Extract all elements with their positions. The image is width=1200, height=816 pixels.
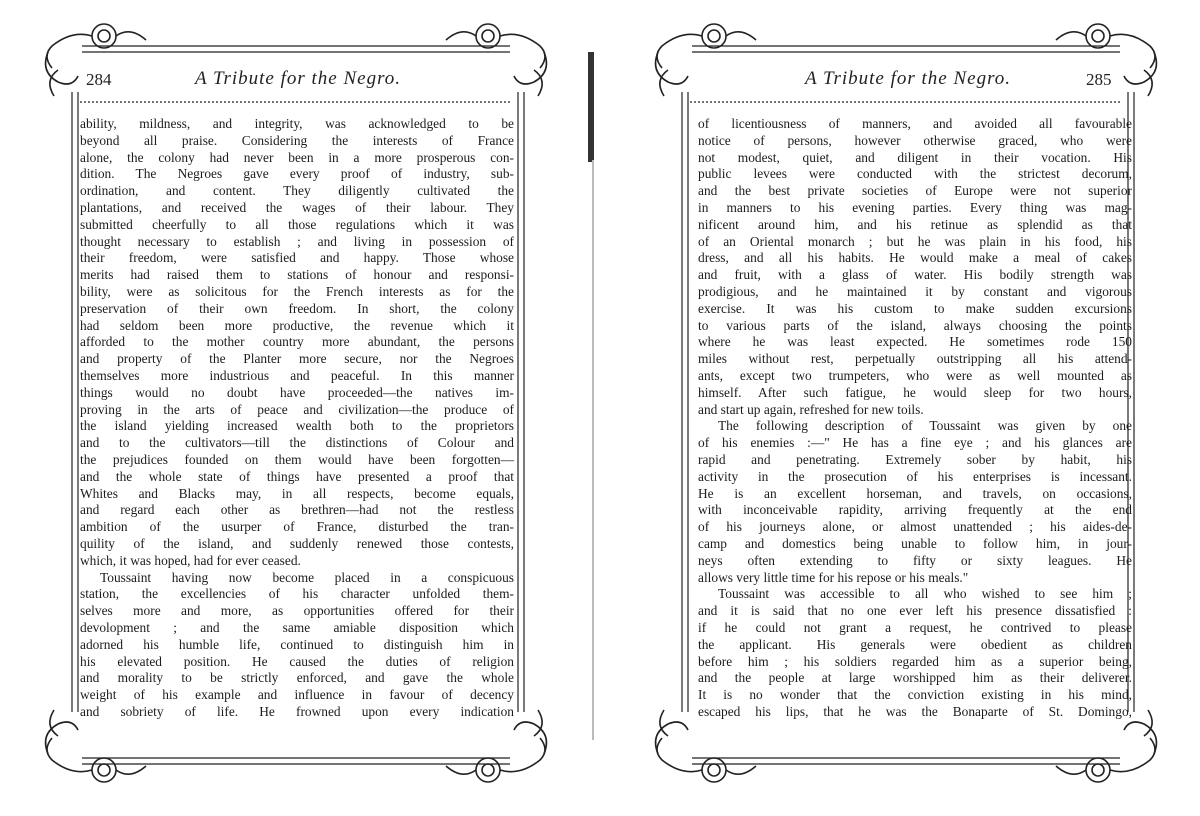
page-number: 285 (1086, 70, 1112, 89)
text-line: not modest, quiet, and diligent in their vocation. His (698, 149, 1132, 165)
text-line: ambition of the usurper of France, disturbed the tran- (80, 519, 514, 535)
gutter-shadow (592, 160, 594, 740)
text-line: and the whole state of things have presented a proof that (80, 468, 514, 484)
text-line: the prejudices founded on them would have been forgotten— (80, 451, 514, 467)
text-line: escaped his lips, that he was the Bonaparte of St. Domingo, (698, 703, 1132, 719)
text-line: where he was least expected. He sometimes rode 150 (698, 334, 1132, 350)
text-line: weight of his example and influence in favour of decency (80, 687, 514, 703)
text-line: The following description of Toussaint was given by one (718, 418, 1132, 434)
text-line: of an Oriental monarch ; but he was plain in his food, his (698, 233, 1132, 249)
text-line: Toussaint was accessible to all who wished to see him ; (718, 586, 1132, 602)
text-line: station, the excellencies of his character unfolded them- (80, 586, 514, 602)
text-line: public levees were conducted with the strictest decorum, (698, 166, 1132, 182)
text-line: in manners to his evening parties. Every thing was mag- (698, 199, 1132, 215)
right-page (628, 0, 1188, 816)
text-line: and fruit, with a glass of water. His bodily strength was (698, 267, 1132, 283)
text-line: of licentiousness of manners, and avoided all favourable (698, 116, 1132, 131)
text-line: ants, except two trumpeters, who were as well mounted as (698, 367, 1132, 383)
text-line: ordination, and content. They diligently cultivated the (80, 183, 514, 199)
gutter-mark (588, 52, 594, 162)
text-line: his elevated position. He caused the duties of religion (80, 653, 514, 669)
text-line: miles without rest, perpetually outstripping all his attend- (698, 351, 1132, 367)
text-line: selves more and more, as opportunities offered for their (80, 603, 514, 619)
body-text (80, 116, 514, 721)
text-line: to various parts of the island, always choosing the points (698, 317, 1132, 333)
text-line: Whites and Blacks may, in all respects, become equals, (80, 485, 514, 501)
text-line: and the people at large worshipped him as their deliverer. (698, 670, 1132, 686)
text-line: and to the cultivators—till the distinctions of Colour and (80, 435, 514, 451)
text-line: of his enemies :—" He has a fine eye ; and his glances are (698, 435, 1132, 451)
text-line: and regard each other as brethren—had not the restless (80, 502, 514, 518)
text-line: the island yielding increased wealth both to the proprietors (80, 418, 514, 434)
left-page (18, 0, 578, 816)
text-line: and morality to be strictly enforced, and gave the whole (80, 670, 514, 686)
text-line: ability, mildness, and integrity, was acknowledged to be (80, 116, 514, 131)
text-line: devolopment ; and the same amiable disposition which (80, 619, 514, 635)
text-line: neys often extending to fifty or sixty leagues. He (698, 552, 1132, 568)
text-line: It is no wonder that the conviction existing in his mind, (698, 687, 1132, 703)
text-line: thought necessary to establish ; and living in possession of (80, 233, 514, 249)
text-line: bility, were as solicitous for the French interests as for the (80, 283, 514, 299)
text-line: adorned his humble life, continued to distinguish him in (80, 636, 514, 652)
text-line: before him ; his soldiers regarded him as a superior being, (698, 653, 1132, 669)
text-line: the applicant. His generals were obedient as children (698, 636, 1132, 652)
text-line: dition. The Negroes gave every proof of industry, sub- (80, 166, 514, 182)
page-number: 284 (86, 70, 112, 89)
text-line: Toussaint having now become placed in a conspicuous (100, 569, 514, 585)
text-line: activity in the prosecution of his enterprises is incessant. (698, 468, 1132, 484)
running-head: A Tribute for the Negro. (804, 68, 1012, 89)
text-line: rapid and penetrating. Extremely sober by habit, his (698, 451, 1132, 467)
text-line: proving in the arts of peace and civilization—the produce of (80, 401, 514, 417)
text-line: of his journeys alone, or almost unattended ; his aides-de- (698, 519, 1132, 535)
text-line: preservation of their own freedom. In short, the colony (80, 300, 514, 316)
text-line: had seldom been more productive, the revenue which it (80, 317, 514, 333)
text-line: alone, the colony had never been in a more prosperous con- (80, 149, 514, 165)
text-line: himself. After such fatigue, he would sleep for two hours, (698, 384, 1132, 400)
text-line: and the best private societies of Europe were not superior (698, 183, 1132, 199)
text-line: if he could not grant a request, he contrived to please (698, 619, 1132, 635)
text-line: and property of the Planter more secure, nor the Negroes (80, 351, 514, 367)
body-text (698, 116, 1132, 721)
running-head: A Tribute for the Negro. (194, 68, 402, 89)
text-line: their freedom, were satisfied and happy. Those whose (80, 250, 514, 266)
text-line: camp and domestics being unable to follow him, in jour- (698, 535, 1132, 551)
text-line: and it is said that no one ever left his presence dissatisfied : (698, 603, 1132, 619)
text-line: with inconceivable rapidity, arriving frequently at the end (698, 502, 1132, 518)
text-line: exercise. It was his custom to make sudden excursions (698, 300, 1132, 316)
text-line: and start up again, refreshed for new toils. (698, 401, 924, 417)
text-line: prodigious, and he maintained it by constant and vigorous (698, 283, 1132, 299)
text-line: themselves more industrious and peaceful. In this manner (80, 367, 514, 383)
text-line: dress, and all his habits. He would make a meal of cakes (698, 250, 1132, 266)
text-line: submitted cheerfully to all those regulations which it was (80, 216, 514, 232)
text-line: merits had raised them to stations of honour and responsi- (80, 267, 514, 283)
text-line: plantations, and received the wages of their labour. They (80, 199, 514, 215)
text-line: and sobriety of life. He frowned upon every indication (80, 703, 514, 719)
text-line: allows very little time for his repose or his meals." (698, 569, 969, 585)
text-line: which, it was hoped, had for ever ceased. (80, 552, 301, 568)
text-line: things would no doubt have proceeded—the natives im- (80, 384, 514, 400)
text-line: He is an excellent horseman, and travels, on occasions, (698, 485, 1132, 501)
text-line: beyond all praise. Considering the interests of France (80, 132, 514, 148)
text-line: nificent around him, and his retinue as splendid as that (698, 216, 1132, 232)
text-line: afforded to the mother country more abundant, the persons (80, 334, 514, 350)
text-line: quility of the island, and suddenly renewed those contests, (80, 535, 514, 551)
text-line: notice of persons, however otherwise graced, who were (698, 132, 1132, 148)
